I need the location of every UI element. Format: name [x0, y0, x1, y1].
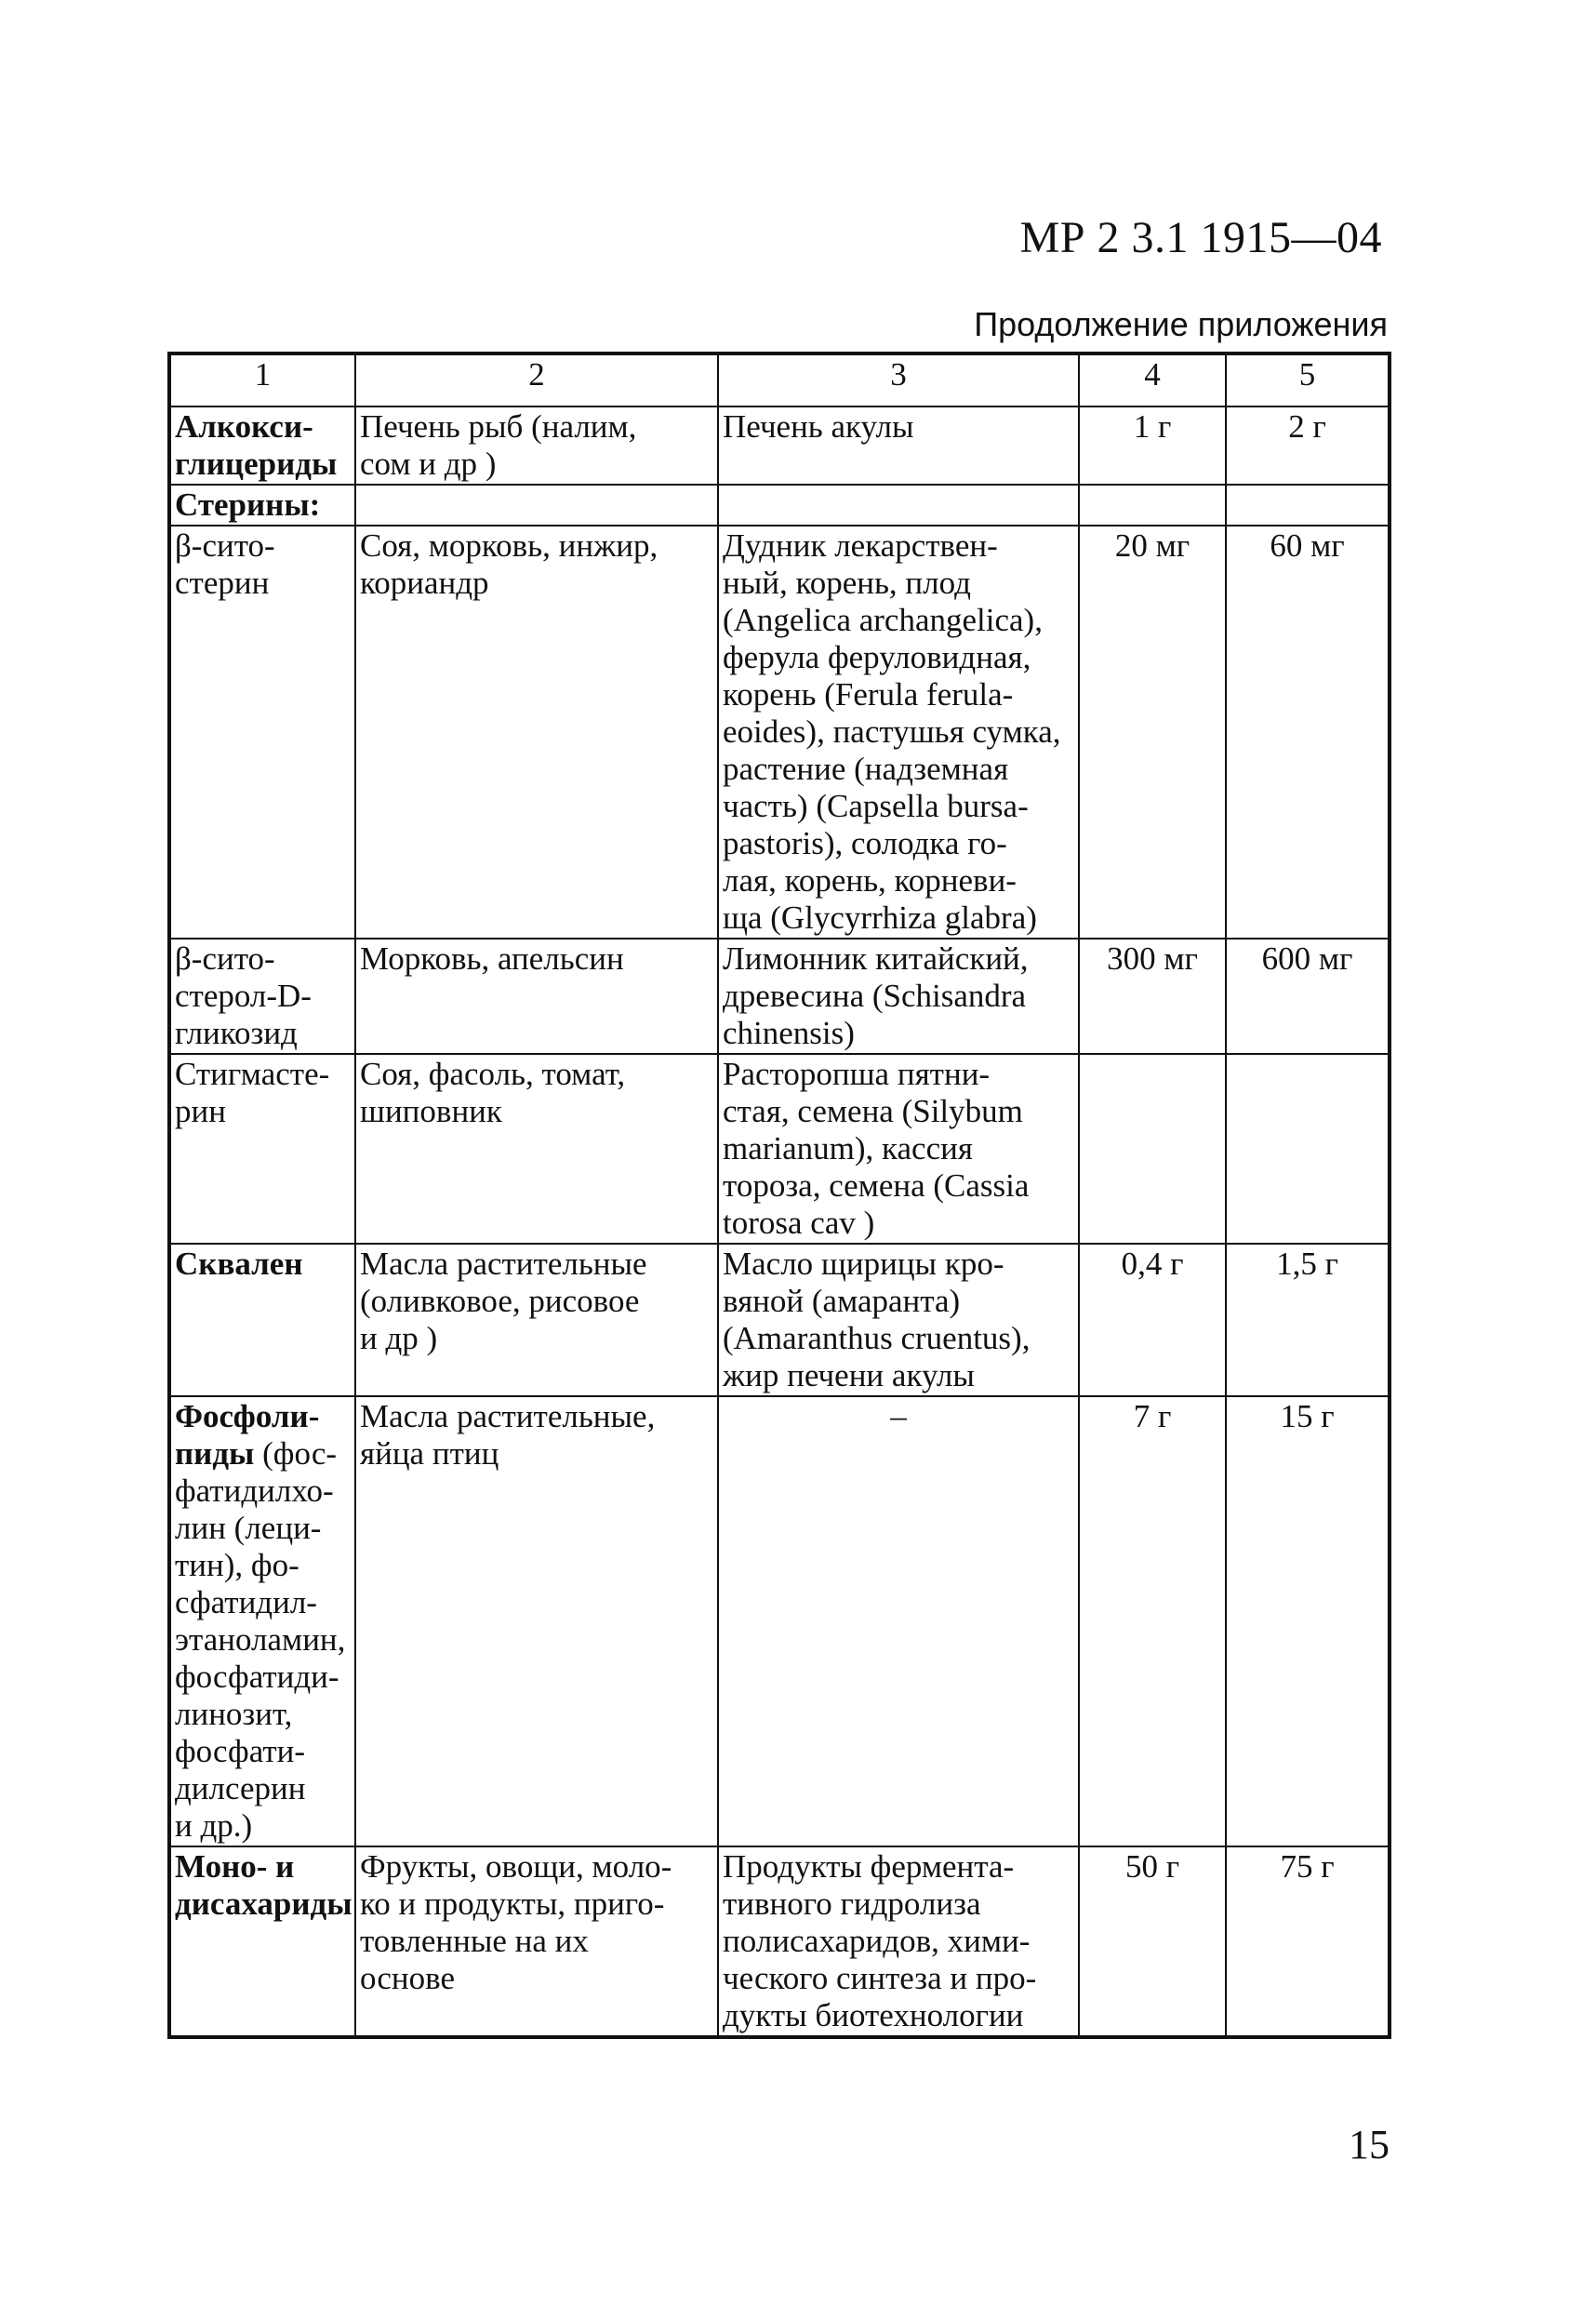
- plant-sources-cell: Продукты фермента- тивного гидролиза полисахаридов, хими- ческого синтеза и про- дукты биотехнологии: [718, 1846, 1079, 2037]
- table-row: [169, 1396, 1390, 1846]
- food-sources-cell: Фрукты, овощи, моло- ко и продукты, приго- товленные на их основе: [355, 1846, 718, 2037]
- value-col5-cell: 1,5 г: [1226, 1244, 1390, 1396]
- column-header: 5: [1226, 353, 1390, 406]
- value-col4-cell: 50 г: [1079, 1846, 1226, 2037]
- food-sources-cell: Соя, морковь, инжир, кориандр: [355, 526, 718, 939]
- substance-name-cell: [169, 1396, 355, 1846]
- plant-sources-cell: [718, 485, 1079, 526]
- column-header: 4: [1079, 353, 1226, 406]
- substance-name-cell: β-сито- стерол-D- гликозид: [169, 939, 355, 1054]
- document-code: МР 2 3.1 1915—04: [1019, 213, 1382, 262]
- table-row: [169, 1054, 1390, 1244]
- food-sources-cell: Морковь, апельсин: [355, 939, 718, 1054]
- table-row: [169, 526, 1390, 939]
- substances-table: [167, 352, 1391, 2039]
- substance-name-cell: β-сито- стерин: [169, 526, 355, 939]
- value-col5-cell: 2 г: [1226, 406, 1390, 485]
- page-number: 15: [1349, 2122, 1390, 2167]
- substance-name-bold: Фосфоли- пиды: [175, 1398, 320, 1472]
- column-header: 3: [718, 353, 1079, 406]
- food-sources-cell: Печень рыб (налим, сом и др ): [355, 406, 718, 485]
- table-row: [169, 1846, 1390, 2037]
- value-col5-cell: 75 г: [1226, 1846, 1390, 2037]
- substance-name-cell: Моно- и дисахариды: [169, 1846, 355, 2037]
- substance-name-cell: Стерины:: [169, 485, 355, 526]
- value-col4-cell: [1079, 485, 1226, 526]
- continuation-title: Продолжение приложения: [974, 305, 1388, 343]
- value-col4-cell: 1 г: [1079, 406, 1226, 485]
- substance-name-details: (фос- фатидилхо- лин (леци- тин), фо- сфатидил- этаноламин, фосфатиди- линозит, фосфати- дилсерин и др.): [175, 1435, 346, 1844]
- substance-name-cell: Алкокси- глицериды: [169, 406, 355, 485]
- value-col5-cell: [1226, 1054, 1390, 1244]
- plant-sources-cell: Расторопша пятни- стая, семена (Silybum marianum), кассия тороза, семена (Cassia torosa cav ): [718, 1054, 1079, 1244]
- plant-sources-cell: Лимонник китайский, древесина (Schisandra chinensis): [718, 939, 1079, 1054]
- plant-sources-cell: Печень акулы: [718, 406, 1079, 485]
- food-sources-cell: Масла растительные, яйца птиц: [355, 1396, 718, 1846]
- food-sources-cell: Соя, фасоль, томат, шиповник: [355, 1054, 718, 1244]
- value-col5-cell: 15 г: [1226, 1396, 1390, 1846]
- value-col4-cell: 300 мг: [1079, 939, 1226, 1054]
- table-row: [169, 406, 1390, 485]
- table-row: [169, 1244, 1390, 1396]
- value-col4-cell: 0,4 г: [1079, 1244, 1226, 1396]
- plant-sources-cell: –: [718, 1396, 1079, 1846]
- table-header-row: [169, 353, 1390, 406]
- value-col5-cell: [1226, 485, 1390, 526]
- column-header: 2: [355, 353, 718, 406]
- value-col5-cell: 600 мг: [1226, 939, 1390, 1054]
- column-header: 1: [169, 353, 355, 406]
- substance-name-cell: Стигмасте- рин: [169, 1054, 355, 1244]
- food-sources-cell: Масла растительные (оливковое, рисовое и др ): [355, 1244, 718, 1396]
- value-col4-cell: 20 мг: [1079, 526, 1226, 939]
- table-row: [169, 939, 1390, 1054]
- value-col4-cell: [1079, 1054, 1226, 1244]
- value-col5-cell: 60 мг: [1226, 526, 1390, 939]
- substance-name-cell: Сквален: [169, 1244, 355, 1396]
- plant-sources-cell: Масло щирицы кро- вяной (амаранта) (Amaranthus cruentus), жир печени акулы: [718, 1244, 1079, 1396]
- table-row: [169, 485, 1390, 526]
- value-col4-cell: 7 г: [1079, 1396, 1226, 1846]
- food-sources-cell: [355, 485, 718, 526]
- plant-sources-cell: Дудник лекарствен- ный, корень, плод (Angelica archangelica), ферула феруловидная, корень (Ferula ferula- eoides), пастушья сумка, растение (надземная часть) (Capsella bursa- pastoris), солодка го- лая, корень, корневи- ща (Glycyrrhiza glabra): [718, 526, 1079, 939]
